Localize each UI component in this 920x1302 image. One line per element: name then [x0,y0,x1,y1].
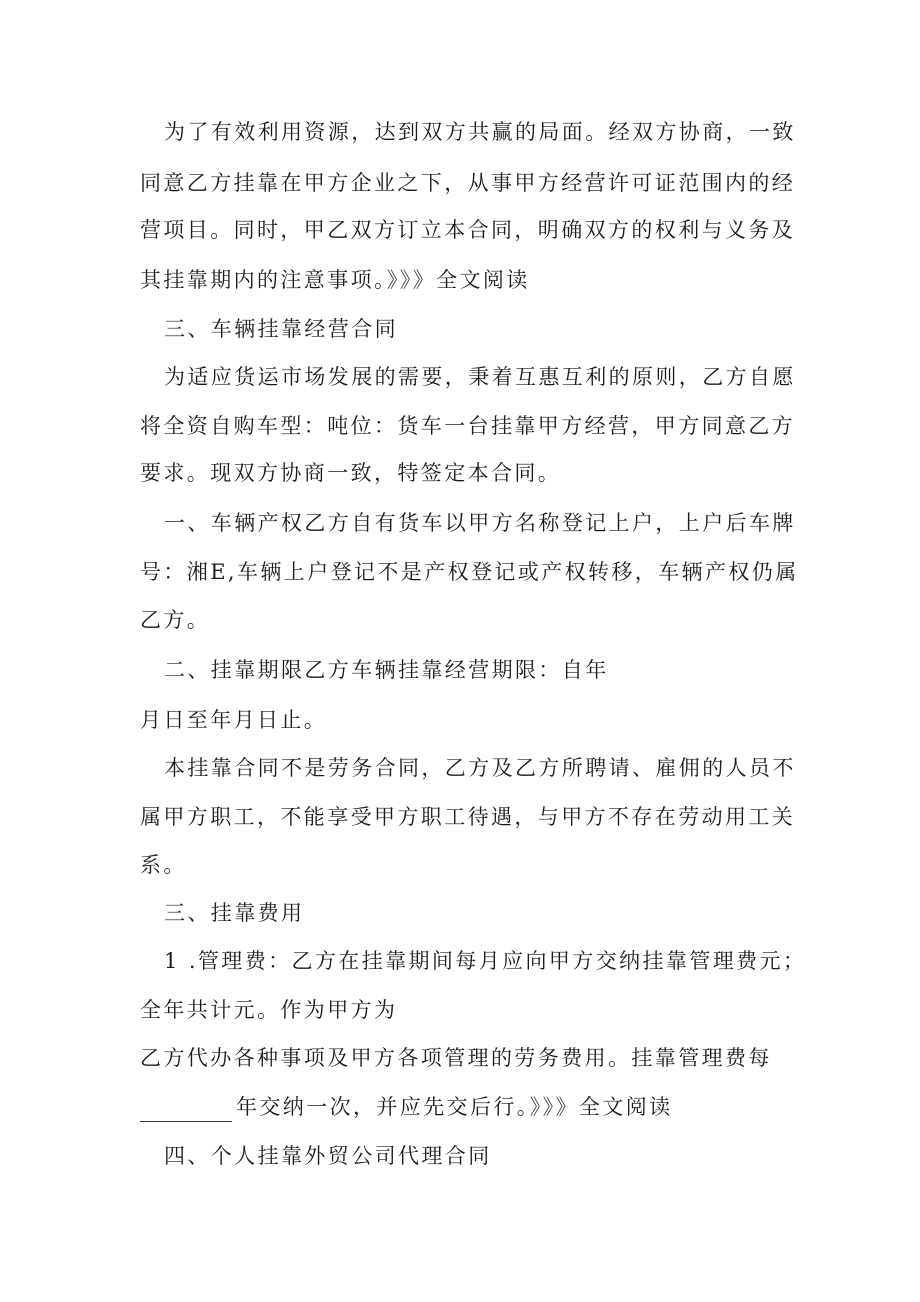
paragraph-line: 本挂靠合同不是劳务合同，乙方及乙方所聘请、雇佣的人员不 [164,756,796,780]
paragraph-line: 1 .管理费：乙方在挂靠期间每月应向甲方交纳挂靠管理费元； [164,949,807,973]
paragraph-line: 乙方。 [140,608,211,632]
paragraph-line: 同意乙方挂靠在甲方企业之下，从事甲方经营许可证范围内的经 [140,171,796,195]
section-heading: 四、个人挂靠外贸公司代理合同 [164,1144,492,1168]
paragraph-line-with-blank [140,1092,800,1122]
paragraph-line-text: 年交纳一次，并应先交后行。》》》全文阅读 [236,1095,673,1119]
paragraph-line: 将全资自购车型：吨位：货车一台挂靠甲方经营，甲方同意乙方 [140,414,796,438]
paragraph-line: 全年共计元。作为甲方为 [140,998,398,1022]
paragraph-line: 要求。现双方协商一致，特签定本合同。 [140,461,562,485]
fill-in-blank [140,1101,232,1122]
paragraph-line: 乙方代办各种事项及甲方各项管理的劳务费用。挂靠管理费每 [140,1046,772,1070]
paragraph-line: 号：湘E,车辆上户登记不是产权登记或产权转移，车辆产权仍属 [140,560,799,584]
paragraph-line: 为了有效利用资源，达到双方共赢的局面。经双方协商，一致 [164,120,796,144]
section-heading: 三、挂靠费用 [164,901,305,925]
paragraph-line: 其挂靠期内的注意事项。》》》全文阅读 [140,268,530,292]
paragraph-line: 为适应货运市场发展的需要，秉着互惠互利的原则，乙方自愿 [164,365,796,389]
paragraph-line: 属甲方职工，不能享受甲方职工待遇，与甲方不存在劳动用工关 [140,805,796,829]
paragraph-line: 二、挂靠期限乙方车辆挂靠经营期限：自年 [164,658,609,682]
paragraph-line: 一、车辆产权乙方自有货车以甲方名称登记上户，上户后车牌 [164,511,796,535]
paragraph-line: 月日至年月日止。 [140,708,328,732]
paragraph-line: 系。 [140,853,187,877]
paragraph-line: 营项目。同时，甲乙双方订立本合同，明确双方的权利与义务及 [140,218,796,242]
section-heading: 三、车辆挂靠经营合同 [164,317,398,341]
